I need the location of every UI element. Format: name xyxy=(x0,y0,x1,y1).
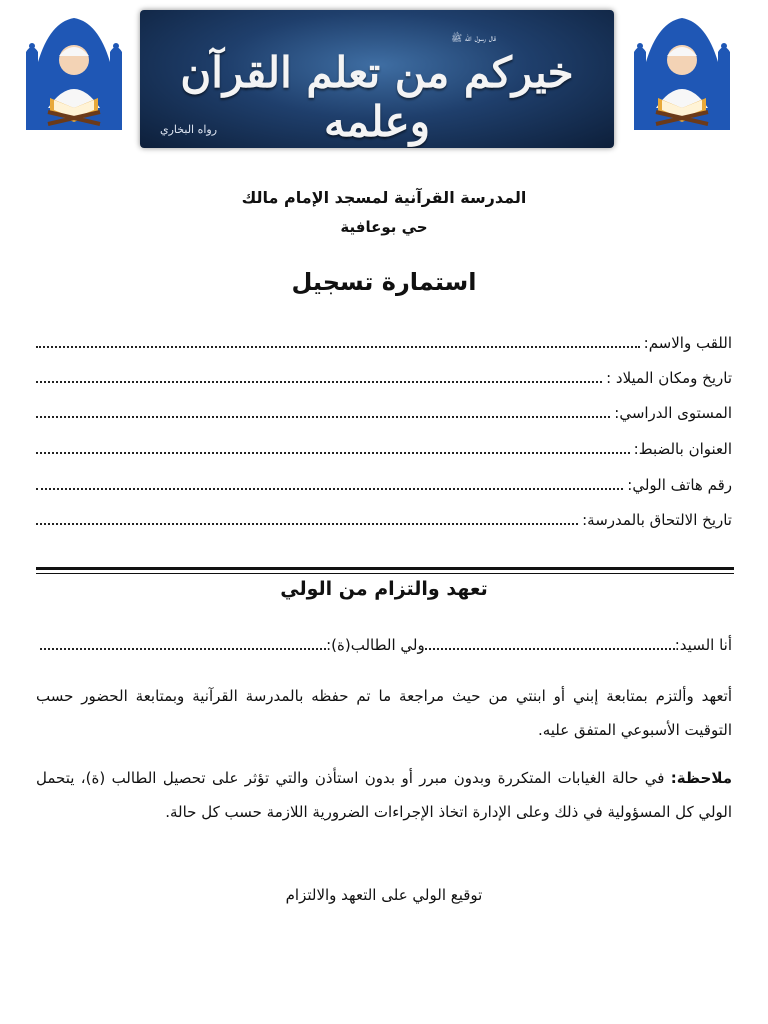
field-level-label: المستوى الدراسي: xyxy=(614,404,732,422)
field-level-blank[interactable] xyxy=(36,404,610,418)
field-name-blank[interactable] xyxy=(36,334,640,348)
banner-attribution-bottom: رواه البخاري xyxy=(160,123,218,136)
student-name-blank[interactable] xyxy=(40,636,326,650)
field-birth[interactable] xyxy=(36,369,732,393)
note-label: ملاحظة: xyxy=(670,769,732,787)
field-name[interactable] xyxy=(36,334,732,358)
guardian-prefix-label: أنا السيد: xyxy=(674,636,732,654)
field-phone[interactable] xyxy=(36,476,732,500)
field-level[interactable] xyxy=(36,404,732,428)
field-phone-label: رقم هاتف الولي: xyxy=(627,476,732,494)
field-phone-blank[interactable] xyxy=(36,476,623,490)
section-divider-thin xyxy=(36,573,734,574)
quran-hadith-banner xyxy=(140,10,614,148)
field-address-blank[interactable] xyxy=(36,440,630,454)
commitment-paragraph: أتعهد وألتزم بمتابعة إبني أو ابنتي من حيث مراجعة ما تم حفظه بالمدرسة القرآنية وبمتابعة الحضور حسب التوقيت الأسبوعي المتفق عليه. xyxy=(36,687,732,739)
banner-calligraphy: خيركم من تعلم القرآن وعلمه xyxy=(180,48,574,146)
field-enrollment-date[interactable] xyxy=(36,511,732,535)
field-birth-blank[interactable] xyxy=(36,369,602,383)
guardian-name-blank[interactable] xyxy=(425,636,675,650)
banner-attribution-top: قال رسول الله ﷺ xyxy=(451,34,496,44)
note-text: في حالة الغيابات المتكررة وبدون مبرر أو بدون استأذن والتي تؤثر على تحصيل الطالب (ة)، يتحمل الولي كل المسؤولية في ذلك وعلى الإدارة اتخاذ الإجراءات الضرورية اللازمة حسب كل حالة. xyxy=(36,769,732,821)
mosque-quran-reader-logo-left xyxy=(20,12,128,132)
district-name: حي بوعافية xyxy=(340,218,428,236)
pledge-title: تعهد والتزام من الولي xyxy=(280,578,488,600)
guardian-signature-label: توقيع الولي على التعهد والالتزام xyxy=(285,886,483,904)
field-address-label: العنوان بالضبط: xyxy=(633,440,732,458)
note-paragraph xyxy=(36,761,732,829)
guardian-line[interactable] xyxy=(40,636,732,654)
field-enrollment-date-blank[interactable] xyxy=(36,511,578,525)
field-enrollment-date-label: تاريخ الالتحاق بالمدرسة: xyxy=(582,511,732,529)
form-title: استمارة تسجيل xyxy=(291,268,477,296)
mosque-quran-reader-logo-right xyxy=(628,12,736,132)
field-name-label: اللقب والاسم: xyxy=(643,334,732,352)
field-birth-label: تاريخ ومكان الميلاد : xyxy=(606,369,732,387)
section-divider xyxy=(36,567,734,570)
student-label: ولي الطالب(ة): xyxy=(326,636,425,654)
school-name: المدرسة القرآنية لمسجد الإمام مالك xyxy=(241,188,527,207)
field-address[interactable] xyxy=(36,440,732,464)
